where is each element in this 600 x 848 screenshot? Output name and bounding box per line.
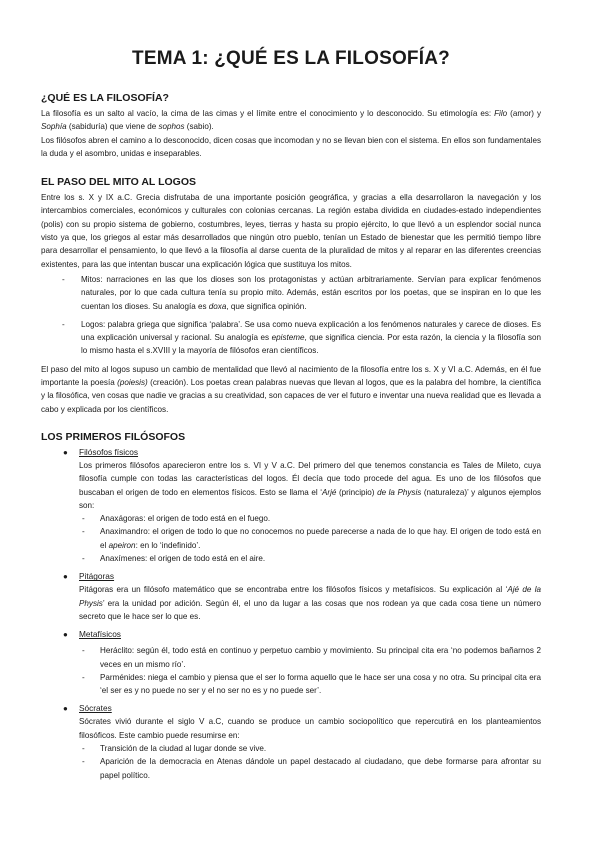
list-item: [41, 525, 541, 552]
subsection-title: Pitágoras: [79, 571, 115, 582]
list-item: - Aparición de la democracia en Atenas dándole un papel destacado al ciudadano, que debe formarse para afrontar su papel político.: [41, 755, 541, 782]
term-sophia: Sophía: [41, 122, 67, 132]
bullet-icon: ●: [63, 630, 68, 640]
section-heading: ¿QUÉ ES LA FILOSOFÍA?: [41, 92, 169, 104]
subsection-socrates: [41, 702, 541, 715]
section-que-es: [41, 91, 541, 160]
document-title: TEMA 1: ¿QUÉ ES LA FILOSOFÍA?: [132, 48, 450, 69]
text: Mitos: narraciones en las que los dioses son los protagonistas y actúan arbitrariamente. Servían para explicar fenómenos naturales, por lo que cada cultura tenía su propio mito. Además, están escritos por los poetas, que se inspiran en lo que les cuentan los dioses. Su analogía es: [81, 274, 541, 311]
term-filo: Filo: [494, 109, 508, 118]
term-poiesis: (poiesis): [117, 378, 148, 388]
term-apeiron: apeiron: [108, 540, 136, 550]
text: (creación). Los poetas crean palabras nuevas que llevan al logos, que es la palabra del hombre, la científica y la filosófica, ven cosas que nadie ve gracias a su creatividad, son capaces de ver el futuro e inventar una nueva realidad que es llevada a cabo y explicada por los científicos.: [41, 378, 541, 414]
text: (principio): [336, 487, 378, 497]
text: La filosofía es un salto al vacío, la cima de las cimas y el límite entre el conocimiento y lo desconocido. Su etimología es:: [41, 109, 495, 118]
bullet-icon: ●: [63, 447, 68, 457]
list-item: - Anaxímenes: el origen de todo está en el aire.: [41, 552, 541, 565]
term-sophos: sophos: [158, 122, 185, 132]
text: ’ era la unidad por adición. Según él, el uno da lugar a las cosas que nos rodean ya que cada cosa tiene un número secreto que le hace ser lo que es.: [79, 598, 541, 621]
paragraph-fisicos: [41, 459, 541, 512]
term-physis: de la Physis: [377, 487, 422, 497]
text: Anaximandro: el origen de todo lo que no conocemos no puede parecerse a nada de lo que hay. El origen de todo está en el: [100, 527, 541, 550]
text: Los primeros filósofos aparecieron entre los s. VI y V a.C. Del primero del que tenemos constancia es Tales de Mileto, cuya filosofía cumple con todas las características del logos. Él decía que todo procede del agua. Es uno de los filósofos que buscaban el origen de todo en elementos físicos. Esto se llama el ‘: [79, 460, 541, 497]
list-item-logos: [41, 318, 541, 358]
fisicos-list: [41, 512, 541, 565]
paragraph-paso: [41, 363, 541, 416]
paragraph-filosofos: Los filósofos abren el camino a lo desconocido, dicen cosas que incomodan y no se llevan bien con el sistema. En ellos son fundamentales la duda y el asombro, unidas e inseparables.: [41, 135, 541, 158]
text: , que significa ciencia. Por esta razón, la ciencia y la filosofía son lo mismo hasta el s.XVIII y la mayoría de filósofos eran científicos.: [81, 333, 541, 356]
text: (amor) y: [507, 109, 541, 118]
metafisicos-list: [41, 644, 541, 697]
list-item: - Transición de la ciudad al lugar donde se vive.: [41, 742, 541, 755]
text: , que significa opinión.: [226, 301, 307, 311]
list-item: - Heráclito: según él, todo está en continuo y perpetuo cambio y movimiento. Su principal cita era ‘no podemos bañarnos 2 veces en un mismo río’.: [41, 644, 541, 671]
section-mito-logos: [41, 175, 541, 416]
text: El paso del mito al logos supuso un cambio de mentalidad que llevó al nacimiento de la filosofía entre los s. X y VI a.C. Además, en él fue importante la poesía: [41, 364, 541, 388]
text: (naturaleza)’ y algunos ejemplos son:: [79, 487, 541, 510]
text: Pitágoras era un filósofo matemático que se encontraba entre los filósofos físicos y metafísicos. Su explicación al ‘: [79, 585, 508, 595]
subsection-fisicos: [41, 446, 541, 459]
list-item: - Parménides: niega el cambio y piensa que el ser lo forma aquello que le hace ser una cosa y no otra. Su principal cita era ‘el ser es y no puede no ser y el no ser no es y no puede ser’.: [41, 671, 541, 698]
bullet-icon: ●: [63, 704, 68, 714]
list-item-mitos: [41, 273, 541, 313]
text: (sabio).: [184, 122, 214, 132]
subsection-metafisicos: [41, 628, 541, 641]
term-arje: Arjé: [322, 487, 337, 497]
text: Logos: palabra griega que significa ‘palabra’. Se usa como nueva explicación a los fenómenos naturales y carece de dioses. Es una explicación universal y racional. Su analogía es: [81, 319, 541, 343]
section-heading: EL PASO DEL MITO AL LOGOS: [41, 176, 196, 189]
paragraph-pitagoras: [41, 583, 541, 623]
subsection-title: Filósofos físicos: [79, 446, 139, 457]
subsection-title: Sócrates: [79, 703, 112, 714]
paragraph-etimologia: [41, 107, 541, 134]
text: (sabiduría) que viene de: [66, 122, 159, 132]
subsection-pitagoras: [41, 570, 541, 583]
term-arje-physis: Ajé de la Physis: [79, 585, 542, 608]
mito-logos-list: [41, 273, 541, 358]
subsection-title: Metafísicos: [79, 629, 121, 640]
list-item: - Anaxágoras: el origen de todo está en el fuego.: [41, 512, 541, 525]
socrates-list: [41, 742, 541, 782]
section-primeros-filosofos: [41, 430, 541, 782]
term-episteme: episteme: [271, 333, 305, 343]
term-doxa: doxa: [208, 301, 227, 311]
section-heading: LOS PRIMEROS FILÓSOFOS: [41, 430, 186, 443]
paragraph-socrates: Sócrates vivió durante el siglo V a.C, cuando se produce un cambio sociopolítico que repercutirá en los planteamientos filosóficos. Este cambio puede resumirse en:: [79, 717, 541, 740]
bullet-icon: ●: [63, 572, 68, 582]
paragraph-grecia: Entre los s. X y IX a.C. Grecia disfrutaba de una importante posición geográfica, y gracias a ella desarrollaron la navegación y los intercambios comerciales, económicos y culturales con colonias cercanas. La región estaba dividida en ciudades-estado independientes (polis) con su propio sistema de gobierno, costumbres, leyes, tierras y hasta su propio ejército, lo que llevó a un esplendor social nunca visto ya que, los griegos al estar más desarrollados que ningún otro pueblo, tenían un Estado de bienestar que les permitió tiempo libre para desarrollar el pensamiento, lo que llevó a la filosofía al darse cuenta de la pluralidad de mitos y al reparar en las diferentes creencias existentes, para las que intentan buscar una explicación lógica que sustituya los mitos.: [41, 193, 541, 269]
text: : en lo ‘indefinido’.: [135, 540, 201, 550]
